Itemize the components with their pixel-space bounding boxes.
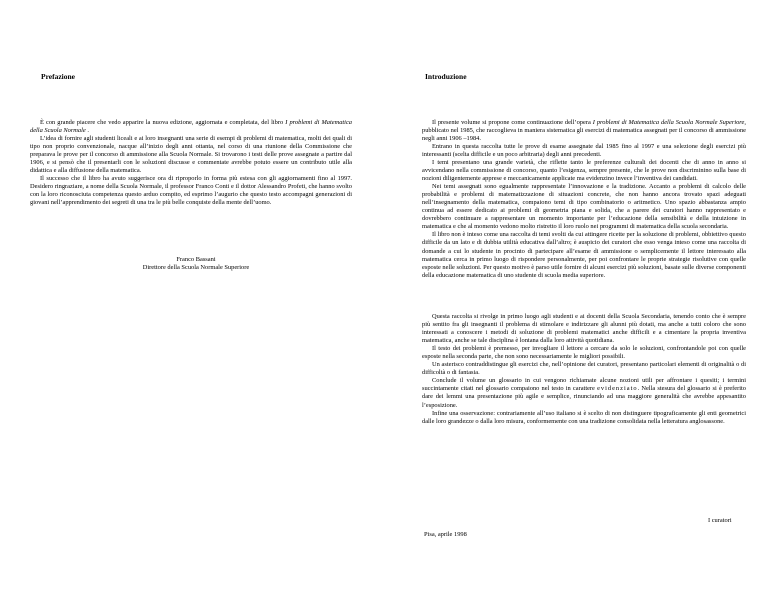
intro-book-title-italic: I problemi di Matematica della Scuola Normale Superiore (592, 119, 745, 126)
intro-block-1 (422, 119, 746, 159)
preface-paragraph-1 (30, 119, 352, 135)
book-title-italic: I problemi di Matematica della Scuola Normale (30, 119, 352, 135)
preface-p1-text: È con grande piacere che vedo apparire la nuova edizione, aggiornata e completata, del libro (40, 119, 286, 126)
preface-paragraph-3: Il successo che il libro ha avuto suggerisce ora di riproporlo in forma più estesa con gli aggiornamenti fino al 1997. Desidero ringraziare, a nome della Scuola Normale, il professor Franco Conti e il dottor Alessandro Profeti, che hanno svolto con la loro riconosciuta competenza questo arduo compito, ed esprimo l’augurio che questo testo accompagni generazioni di giovani nell’apprendimento dei segreti di una tra le più belle conquiste della mente dell’uomo. (30, 175, 352, 207)
intro-paragraph-2: Entrano in questa raccolta tutte le prove di esame assegnate dal 1985 fino al 1997 e una selezione degli esercizi più interessanti (scelta difficile e un poco arbitraria) degli anni precedenti. (422, 143, 746, 159)
intro-p9-tail: . Nella stesura del glossario si è preferito dare dei lemmi una presentazione più agile e semplice, rinunciando ad una maggiore generalità che avrebbe appesantito l’esposizione. (422, 385, 746, 409)
highlighted-term: evidenziato (597, 385, 638, 393)
intro-p1-tail: , pubblicato nel 1985, che raccoglieva in maniera sistematica gli esercizi di matematica assegnati per il concorso di ammissione negli anni 1906 –1984. (422, 119, 746, 143)
intro-paragraph-5: Il libro non è inteso come una raccolta di temi svolti da cui attingere ricette per la soluzione di problemi, obbiettivo questo difficile da un lato e di dubbia utilità educativa dall’altro; è auspicio dei curatori che esso venga inteso come una raccolta di domande a cui lo studente in procinto di partecipare all’esame di ammissione o semplicemente il lettore interessato alla matematica cerca in primo luogo di rispondere personalmente, per poi confrontare le proprie strategie risolutive con quelle esposte nelle soluzioni. Per questo motivo è parso utile fornire di alcuni esercizi più soluzioni, basate sulle diverse componenti della educazione matematica di uno studente di scuola media superiore. (422, 231, 746, 279)
introduction-heading: Introduzione (425, 72, 467, 81)
intro-p9-text: Conclude il volume un glossario in cui vengono richiamate alcune nozioni utili per affrontare i quesiti; i termini succintamente citati nel glossario compaiono nel testo in carattere (422, 377, 746, 393)
intro-paragraph-6: Questa raccolta si rivolge in primo luogo agli studenti e ai docenti della Scuola Secondaria, tenendo conto che è sempre più sentito fra gli insegnanti il problema di stimolare e indirizzare gli alunni più dotati, ma anche a tutti coloro che sono interessati a conoscere i metodi di soluzione di problemi matematici anche difficili e a cimentare la propria inventiva matematica, anche se tale disciplina è lontana dalla loro attività quotidiana. (422, 313, 746, 345)
intro-paragraph-10: Infine una osservazione: contrariamente all’uso italiano si è scelto di non distinguere tipograficamente gli enti geometrici dalle loro grandezze o dalla loro misura, conformemente con una tradizione consolidata nella letteratura anglosassone. (422, 409, 746, 425)
authors-signature: I curatori (708, 517, 732, 524)
preface-paragraph-2: L’idea di fornire agli studenti liceali e ai loro insegnanti una serie di esempi di problemi di matematica, molti dei quali di tipo non proprio convenzionale, nacque all’inizio degli anni ottanta, nel corso di una riunione della Commissione che preparava le prove per il concorso di ammissione alla Scuola Normale. Si trovarono i testi delle prove assegnate a partire dal 1906, e si pensò che il presentarli con le soluzioni discusse e commentate avrebbe potuto essere un contributo utile alla didattica e alla diffusione della matematica. (30, 135, 352, 175)
intro-paragraph-1 (422, 119, 746, 143)
preface-signature (96, 256, 296, 272)
intro-paragraph-8: Un asterisco contraddistingue gli esercizi che, nell’opinione dei curatori, presentano particolari elementi di originalità o di difficoltà o di fantasia. (422, 361, 746, 377)
right-page-introduction (384, 0, 768, 593)
place-date: Pisa, aprile 1998 (424, 531, 467, 538)
signature-title: Direttore della Scuola Normale Superiore (142, 264, 250, 271)
intro-block-2 (422, 159, 746, 280)
intro-paragraph-3: I temi presentano una grande varietà, che riflette tanto le preferenze culturali dei docenti che di anno in anno si avvicendano nella commissione di concorso, quanto l’esigenza, sempre presente, che le prove non discriminino sulla base di nozioni diligentemente apprese e meccanicamente applicate ma evidenzino invece l’inventiva dei candidati. (422, 159, 746, 183)
signature-name: Franco Bassani (176, 256, 216, 263)
preface-heading: Prefazione (41, 72, 76, 81)
preface-body (30, 119, 352, 208)
intro-p1-text: Il presente volume si propone come continuazione dell’opera (432, 119, 593, 126)
preface-p1-tail: . (85, 127, 89, 135)
intro-paragraph-9 (422, 377, 746, 409)
intro-paragraph-7: Il testo dei problemi è premesso, per invogliare il lettore a cercare da solo le soluzioni, confrontandole poi con quelle esposte nella seconda parte, che non sono necessariamente le migliori possibili. (422, 345, 746, 361)
intro-paragraph-4: Nei temi assegnati sono egualmente rappresentate l’innovazione e la tradizione. Accanto a problemi di calcolo delle probabilità e problemi di matematizzazione di situazioni concrete, che non hanno ancora trovato spazi adeguati nell’insegnamento della matematica, compaiono temi di tipo combinatorio o aritmetico. Uno spazio abbastanza ampio continua ad essere dedicato ai problemi di geometria piana e solida, che a parere dei curatori hanno rappresentato e dovrebbero continuare a rappresentare un momento importante per l’educazione della sensibilità e della intuizione in matematica e che al momento vedono molto ristretto il loro ruolo nei programmi di matematica della scuola secondaria. (422, 183, 746, 231)
intro-block-3 (422, 313, 746, 426)
